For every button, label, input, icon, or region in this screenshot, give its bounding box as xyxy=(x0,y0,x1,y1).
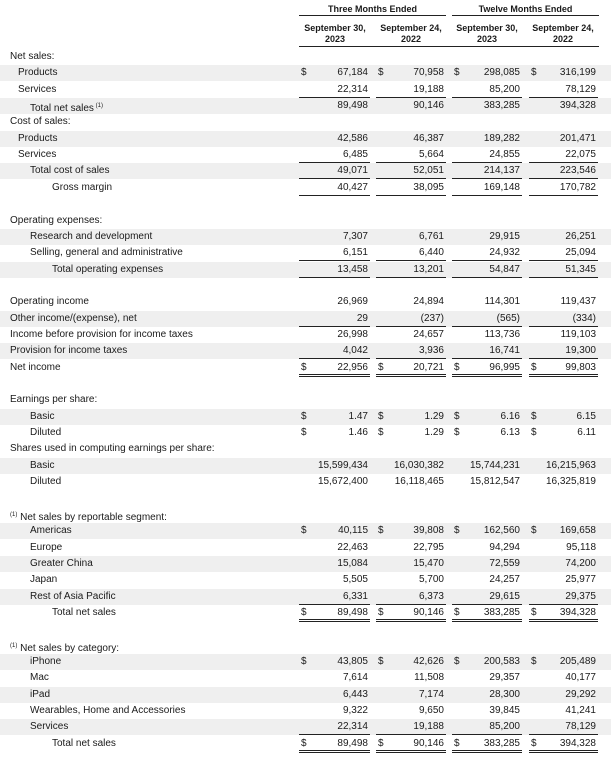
row-label: Operating expenses: xyxy=(10,214,103,226)
table-row xyxy=(0,703,611,719)
table-row xyxy=(0,343,611,359)
cell-value: 22,956 xyxy=(337,361,368,373)
cell-value: 169,148 xyxy=(483,181,520,193)
cell-value: 16,118,465 xyxy=(394,476,444,488)
table-row xyxy=(0,327,611,343)
dollar-sign: $ xyxy=(454,606,460,618)
header-rule xyxy=(299,46,599,47)
dollar-sign: $ xyxy=(454,67,460,79)
cell-value: 200,583 xyxy=(483,656,520,667)
dollar-sign: $ xyxy=(531,410,537,422)
row-label: Net sales: xyxy=(10,51,55,62)
dollar-sign: $ xyxy=(378,427,384,439)
table-row xyxy=(0,147,611,163)
cell-value: 29,915 xyxy=(489,230,520,242)
dollar-sign: $ xyxy=(454,656,460,667)
row-label: Total net sales $^{(1)}$ xyxy=(30,103,103,114)
row-label: Wearables, Home and Accessories xyxy=(30,705,186,716)
row-label: Provision for income taxes xyxy=(10,345,128,357)
cell-value: 40,427 xyxy=(337,181,368,193)
dollar-sign: $ xyxy=(531,737,537,749)
cell-value: 119,437 xyxy=(560,296,596,308)
cell-value: 6.16 xyxy=(500,410,520,422)
cell-value: 29,357 xyxy=(489,672,520,684)
row-label: Greater China xyxy=(30,557,93,569)
cell-value: 5,700 xyxy=(418,574,444,586)
row-label: Income before provision for income taxes xyxy=(10,329,193,340)
cell-value: 113,736 xyxy=(484,329,520,340)
cell-value: 26,969 xyxy=(337,296,368,308)
cell-value: 99,803 xyxy=(565,361,596,373)
dollar-sign: $ xyxy=(378,361,384,373)
total-double-rule xyxy=(376,750,446,753)
total-double-rule xyxy=(452,750,522,753)
cell-value: 90,146 xyxy=(413,100,444,111)
cell-value: 13,458 xyxy=(337,263,368,275)
total-double-rule xyxy=(299,750,370,753)
cell-value: 90,146 xyxy=(413,606,444,618)
dollar-sign: $ xyxy=(454,737,460,749)
cell-value: 11,508 xyxy=(414,672,444,684)
row-label: Europe xyxy=(30,541,63,553)
table-row xyxy=(0,360,611,376)
dollar-sign: $ xyxy=(301,737,307,749)
cell-value: 28,300 xyxy=(489,688,520,700)
row-label: Total net sales xyxy=(52,606,116,618)
row-label: Operating income xyxy=(10,296,89,308)
cell-value: 26,998 xyxy=(337,329,368,340)
column-header: September 30, 2023 xyxy=(456,23,518,44)
cell-value: 16,215,963 xyxy=(545,459,596,471)
cell-value: 170,782 xyxy=(559,181,596,193)
dollar-sign: $ xyxy=(531,525,537,537)
cell-value: 39,808 xyxy=(413,525,444,537)
row-label: Research and development xyxy=(30,230,153,242)
cell-value: 214,137 xyxy=(483,165,520,177)
cell-value: 5,664 xyxy=(418,149,444,161)
row-label: $^{(1)}$ Net sales by category: xyxy=(10,642,120,654)
cell-value: 29 xyxy=(356,312,368,324)
table-row xyxy=(0,98,611,114)
row-label: Total cost of sales xyxy=(30,165,110,177)
cell-value: 72,559 xyxy=(489,557,520,569)
cell-value: 383,285 xyxy=(483,100,520,111)
row-label: Total operating expenses xyxy=(52,263,164,275)
dollar-sign: $ xyxy=(301,656,307,667)
cell-value: 16,030,382 xyxy=(393,459,444,471)
cell-value: 1.46 xyxy=(348,427,368,439)
cell-value: 20,721 xyxy=(413,361,444,373)
cell-value: 7,174 xyxy=(418,688,444,700)
cell-value: 6,761 xyxy=(418,230,444,242)
cell-value: 22,795 xyxy=(413,541,444,553)
row-label: Net income xyxy=(10,361,61,373)
cell-value: 15,812,547 xyxy=(469,476,520,488)
cell-value: 6,440 xyxy=(418,247,444,259)
cell-value: (565) xyxy=(496,312,520,324)
cell-value: 41,241 xyxy=(565,705,596,716)
row-label: Other income/(expense), net xyxy=(10,312,137,324)
cell-value: 9,650 xyxy=(418,705,444,716)
table-row xyxy=(0,540,611,556)
cell-value: 15,744,231 xyxy=(469,459,520,471)
table-row xyxy=(0,49,611,65)
cell-value: 40,115 xyxy=(338,525,368,537)
cell-value: 1.47 xyxy=(348,410,368,422)
cell-value: 42,626 xyxy=(413,656,444,667)
cell-value: 9,322 xyxy=(342,705,368,716)
cell-value: 316,199 xyxy=(559,67,596,79)
dollar-sign: $ xyxy=(454,427,460,439)
dollar-sign: $ xyxy=(454,525,460,537)
table-row xyxy=(0,82,611,98)
spacer-row xyxy=(0,491,611,507)
cell-value: 6.13 xyxy=(500,427,520,439)
cell-value: 25,094 xyxy=(565,247,596,259)
row-label: Total net sales xyxy=(52,737,116,749)
column-header: September 24, 2022 xyxy=(532,23,594,44)
cell-value: 6,443 xyxy=(342,688,368,700)
cell-value: (237) xyxy=(420,312,444,324)
row-label: iPad xyxy=(30,688,51,700)
cell-value: 22,314 xyxy=(337,721,368,733)
dollar-sign: $ xyxy=(378,606,384,618)
table-row xyxy=(0,114,611,130)
total-double-rule xyxy=(529,750,598,753)
cell-value: 39,845 xyxy=(489,705,520,716)
cell-value: 40,177 xyxy=(565,672,596,684)
cell-value: 89,498 xyxy=(337,606,368,618)
cell-value: 94,294 xyxy=(489,541,520,553)
cell-value: 15,672,400 xyxy=(317,476,368,488)
cell-value: 7,614 xyxy=(342,672,368,684)
cell-value: 19,300 xyxy=(565,345,596,357)
table-row xyxy=(0,605,611,621)
dollar-sign: $ xyxy=(531,427,537,439)
header-group-twelve-months: Twelve Months Ended xyxy=(452,4,599,16)
cell-value: 6,373 xyxy=(418,590,444,602)
cell-value: 74,200 xyxy=(565,557,596,569)
table-row xyxy=(0,131,611,147)
dollar-sign: $ xyxy=(301,427,307,439)
row-label: Earnings per share: xyxy=(10,394,98,406)
cell-value: 43,805 xyxy=(337,656,368,667)
table-row xyxy=(0,507,611,523)
dollar-sign: $ xyxy=(454,361,460,373)
dollar-sign: $ xyxy=(531,67,537,79)
cell-value: 85,200 xyxy=(489,721,520,733)
dollar-sign: $ xyxy=(301,361,307,373)
table-row xyxy=(0,572,611,588)
table-row xyxy=(0,409,611,425)
cell-value: 85,200 xyxy=(489,83,520,95)
table-row xyxy=(0,523,611,539)
cell-value: 29,615 xyxy=(489,590,520,602)
cell-value: 67,184 xyxy=(337,67,368,79)
spacer-row xyxy=(0,376,611,392)
table-row xyxy=(0,670,611,686)
table-row xyxy=(0,180,611,196)
column-header: September 30, 2023 xyxy=(304,23,366,44)
row-label: Services xyxy=(18,83,57,95)
cell-value: 162,560 xyxy=(483,525,520,537)
table-row xyxy=(0,262,611,278)
header-group-three-months: Three Months Ended xyxy=(299,4,446,16)
cell-value: 26,251 xyxy=(565,230,596,242)
cell-value: 15,084 xyxy=(337,557,368,569)
cell-value: 70,958 xyxy=(413,67,444,79)
row-label: $^{(1)}$ Net sales by reportable segment: xyxy=(10,511,167,523)
row-label: Products xyxy=(18,67,58,79)
dollar-sign: $ xyxy=(301,606,307,618)
dollar-sign: $ xyxy=(378,67,384,79)
cell-value: 6,151 xyxy=(342,247,368,259)
cell-value: 394,328 xyxy=(559,606,596,618)
cell-value: 24,855 xyxy=(489,149,520,161)
cell-value: 5,505 xyxy=(342,574,368,586)
cell-value: 22,314 xyxy=(337,83,368,95)
dollar-sign: $ xyxy=(301,525,307,537)
cell-value: 42,586 xyxy=(337,132,368,144)
cell-value: 22,075 xyxy=(565,149,596,161)
table-row xyxy=(0,441,611,457)
table-row xyxy=(0,294,611,310)
cell-value: 114,301 xyxy=(484,296,520,308)
cell-value: 169,658 xyxy=(559,525,596,537)
table-row xyxy=(0,719,611,735)
cell-value: 119,103 xyxy=(560,329,596,340)
table-row xyxy=(0,163,611,179)
cell-value: 4,042 xyxy=(342,345,368,357)
table-row xyxy=(0,213,611,229)
spacer-row xyxy=(0,196,611,212)
spacer-row xyxy=(0,278,611,294)
cell-value: 6.11 xyxy=(577,427,596,439)
cell-value: 6.15 xyxy=(576,410,596,422)
table-row xyxy=(0,311,611,327)
cell-value: 46,387 xyxy=(413,132,444,144)
row-label: iPhone xyxy=(30,656,62,667)
cell-value: 1.29 xyxy=(424,410,444,422)
cell-value: 24,894 xyxy=(413,296,444,308)
footnote-marker: (1) xyxy=(93,103,103,109)
cell-value: 394,328 xyxy=(559,100,596,111)
cell-value: 1.29 xyxy=(424,427,444,439)
table-row xyxy=(0,589,611,605)
cell-value: 298,085 xyxy=(483,67,520,79)
cell-value: 13,201 xyxy=(413,263,444,275)
row-label: Products xyxy=(18,132,58,144)
row-label: Cost of sales: xyxy=(10,116,71,128)
cell-value: 89,498 xyxy=(337,737,368,749)
row-label: Diluted xyxy=(30,427,62,439)
table-row xyxy=(0,654,611,670)
cell-value: 54,847 xyxy=(489,263,520,275)
row-label: Basic xyxy=(30,410,55,422)
cell-value: 16,325,819 xyxy=(545,476,596,488)
table-row xyxy=(0,687,611,703)
row-label: Services xyxy=(18,149,57,161)
row-label: Rest of Asia Pacific xyxy=(30,590,116,602)
footnote-marker: (1) xyxy=(10,511,18,518)
cell-value: 52,051 xyxy=(413,165,444,177)
cell-value: 96,995 xyxy=(489,361,520,373)
cell-value: 24,932 xyxy=(489,247,520,259)
column-header: September 24, 2022 xyxy=(380,23,442,44)
row-label: Basic xyxy=(30,459,55,471)
cell-value: (334) xyxy=(572,312,596,324)
cell-value: 89,498 xyxy=(337,100,368,111)
cell-value: 25,977 xyxy=(565,574,596,586)
table-row xyxy=(0,392,611,408)
row-label: Mac xyxy=(30,672,49,684)
dollar-sign: $ xyxy=(454,410,460,422)
cell-value: 7,307 xyxy=(342,230,368,242)
cell-value: 24,257 xyxy=(489,574,520,586)
spacer-row xyxy=(0,621,611,637)
cell-value: 189,282 xyxy=(483,132,520,144)
cell-value: 383,285 xyxy=(483,737,520,749)
row-label: Services xyxy=(30,721,69,733)
cell-value: 90,146 xyxy=(413,737,444,749)
table-row xyxy=(0,425,611,441)
table-row xyxy=(0,65,611,81)
dollar-sign: $ xyxy=(301,410,307,422)
table-row xyxy=(0,736,611,752)
cell-value: 49,071 xyxy=(337,165,368,177)
dollar-sign: $ xyxy=(378,410,384,422)
cell-value: 205,489 xyxy=(559,656,596,667)
row-label: Shares used in computing earnings per share: xyxy=(10,443,215,455)
cell-value: 19,188 xyxy=(413,83,444,95)
cell-value: 24,657 xyxy=(413,329,444,340)
cell-value: 394,328 xyxy=(559,737,596,749)
cell-value: 78,129 xyxy=(565,83,596,95)
table-row xyxy=(0,458,611,474)
table-row xyxy=(0,638,611,654)
cell-value: 6,331 xyxy=(342,590,368,602)
row-label: Diluted xyxy=(30,476,62,488)
cell-value: 22,463 xyxy=(337,541,368,553)
dollar-sign: $ xyxy=(531,361,537,373)
dollar-sign: $ xyxy=(378,656,384,667)
cell-value: 95,118 xyxy=(566,541,596,553)
cell-value: 29,292 xyxy=(565,688,596,700)
cell-value: 29,375 xyxy=(565,590,596,602)
cell-value: 3,936 xyxy=(418,345,444,357)
table-row xyxy=(0,229,611,245)
cell-value: 19,188 xyxy=(413,721,444,733)
footnote-marker: (1) xyxy=(10,642,18,649)
row-label: Gross margin xyxy=(52,181,113,193)
row-label: Americas xyxy=(30,525,72,537)
cell-value: 6,485 xyxy=(342,149,368,161)
cell-value: 383,285 xyxy=(483,606,520,618)
dollar-sign: $ xyxy=(378,525,384,537)
cell-value: 223,546 xyxy=(559,165,596,177)
cell-value: 38,095 xyxy=(413,181,444,193)
table-row xyxy=(0,556,611,572)
cell-value: 78,129 xyxy=(565,721,596,733)
dollar-sign: $ xyxy=(531,606,537,618)
cell-value: 15,599,434 xyxy=(317,459,368,471)
dollar-sign: $ xyxy=(301,67,307,79)
dollar-sign: $ xyxy=(378,737,384,749)
table-row xyxy=(0,245,611,261)
dollar-sign: $ xyxy=(531,656,537,667)
cell-value: 15,470 xyxy=(413,557,444,569)
cell-value: 16,741 xyxy=(489,345,520,357)
row-label: Japan xyxy=(30,574,58,586)
row-label: Selling, general and administrative xyxy=(30,247,183,259)
cell-value: 201,471 xyxy=(559,132,596,144)
table-row xyxy=(0,474,611,490)
cell-value: 51,345 xyxy=(565,263,596,275)
